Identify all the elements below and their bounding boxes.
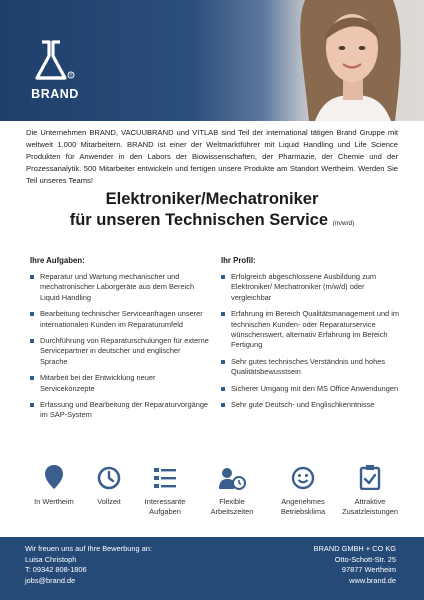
location-pin-icon	[44, 464, 64, 490]
bullet-icon	[30, 339, 34, 343]
list-item: Mitarbeit bei der Entwicklung neuer Servicekonzepte	[30, 373, 210, 394]
list-item: Sehr gute Deutsch- und Englischkenntnisse	[221, 400, 401, 410]
footer-contact	[25, 544, 152, 586]
list-item: Erfolgreich abgeschlossene Ausbildung zum Elektroniker/ Mechatroniker (m/w/d) oder vergleichbar	[221, 272, 401, 303]
bullet-icon	[30, 403, 34, 407]
tasks-heading: Ihre Aufgaben:	[30, 256, 85, 265]
company-street: Otto-Schott-Str. 25	[334, 554, 396, 564]
benefit-fulltime: Vollzeit	[73, 462, 145, 507]
benefit-location: In Wertheim	[18, 462, 90, 507]
bullet-icon	[221, 403, 225, 407]
list-item: Reparatur und Wartung mechanischer und mechatronischer Laborgeräte aus dem Bereich Liquid Handling	[30, 272, 210, 303]
profile-section	[221, 256, 401, 416]
bullet-icon	[221, 312, 225, 316]
header-banner	[0, 0, 424, 121]
profile-heading: Ihr Profil:	[221, 256, 256, 265]
svg-text:®: ®	[69, 72, 73, 78]
woman-portrait-photo	[265, 0, 424, 121]
benefit-tasks: Interessante Aufgaben	[129, 462, 201, 517]
person-clock-icon	[218, 466, 246, 490]
bullet-icon	[30, 312, 34, 316]
bullet-icon	[30, 376, 34, 380]
benefit-work-climate: Angenehmes Betriebsklima	[267, 462, 339, 517]
list-item: Bearbeitung technischer Serviceanfragen unserer internationalen Kunden im Reparaturumfeld	[30, 309, 210, 330]
benefit-extras: Attraktive Zusatzleistungen	[334, 462, 406, 517]
footer	[0, 537, 424, 600]
list-item: Erfassung und Bearbeitung der Reparaturvorgänge im SAP-System	[30, 400, 210, 421]
list-item: Sehr gutes technisches Verständnis und hohes Qualitätsbewusstsein	[221, 357, 401, 378]
contact-phone: T: 09342 808-1806	[25, 565, 87, 575]
company-website-link[interactable]: www.brand.de	[349, 575, 396, 585]
tasks-list	[30, 272, 210, 421]
list-item: Sicherer Umgang mit den MS Office Anwendungen	[221, 384, 401, 394]
brand-logo	[27, 38, 83, 86]
task-list-icon	[153, 466, 177, 490]
company-name: BRAND GMBH + CO KG	[313, 544, 396, 553]
tasks-section	[30, 256, 210, 427]
company-intro: Die Unternehmen BRAND, VACUUBRAND und VITLAB sind Teil der international tätigen Brand Gruppe mit weltweit 1.000 Mitarbeitern. BRAND ist einer der Weltmarktführer mit Liquid Handling und Life Science Produkten für Anwender in den Labors der Biowissenschaften, der Pharmazie, der Chemie und der Prozessanalytik. 500 Mitarbeiter entwickeln und fertigen unsere Produkte am Standort Wertheim. Werden Sie Teil unseres Teams!	[26, 128, 398, 185]
job-title-line1: Elektroniker/Mechatroniker	[105, 190, 319, 208]
contact-name: Luisa Christoph	[25, 554, 77, 564]
brand-name: BRAND	[31, 87, 79, 101]
benefit-flexible-hours: Flexible Arbeitszeiten	[196, 462, 268, 517]
job-title	[26, 189, 398, 234]
clock-icon	[97, 466, 121, 490]
smiley-icon	[291, 466, 315, 490]
bullet-icon	[30, 275, 34, 279]
contact-email-link[interactable]: jobs@brand.de	[25, 575, 76, 585]
list-item: Erfahrung im Bereich Qualitätsmanagement und im technischen Kunden- oder Reparaturservice wünschenswert, alternativ Erfahrung im Bereich Fertigung	[221, 309, 401, 351]
bullet-icon	[221, 275, 225, 279]
benefits-row	[18, 462, 406, 524]
flask-logo-icon	[27, 38, 83, 86]
clipboard-check-icon	[359, 464, 381, 490]
bullet-icon	[221, 387, 225, 391]
job-title-line2: für unseren Technischen Service (m/w/d)	[69, 211, 355, 229]
company-city: 97877 Wertheim	[341, 565, 396, 575]
bullet-icon	[221, 360, 225, 364]
footer-address	[314, 544, 396, 586]
footer-invite: Wir freuen uns auf Ihre Bewerbung an:	[25, 544, 152, 553]
gender-note: (m/w/d)	[332, 220, 355, 227]
list-item: Durchführung von Reparaturschulungen für externe Servicepartner in deutscher und englischer Sprache	[30, 336, 210, 367]
profile-list	[221, 272, 401, 410]
